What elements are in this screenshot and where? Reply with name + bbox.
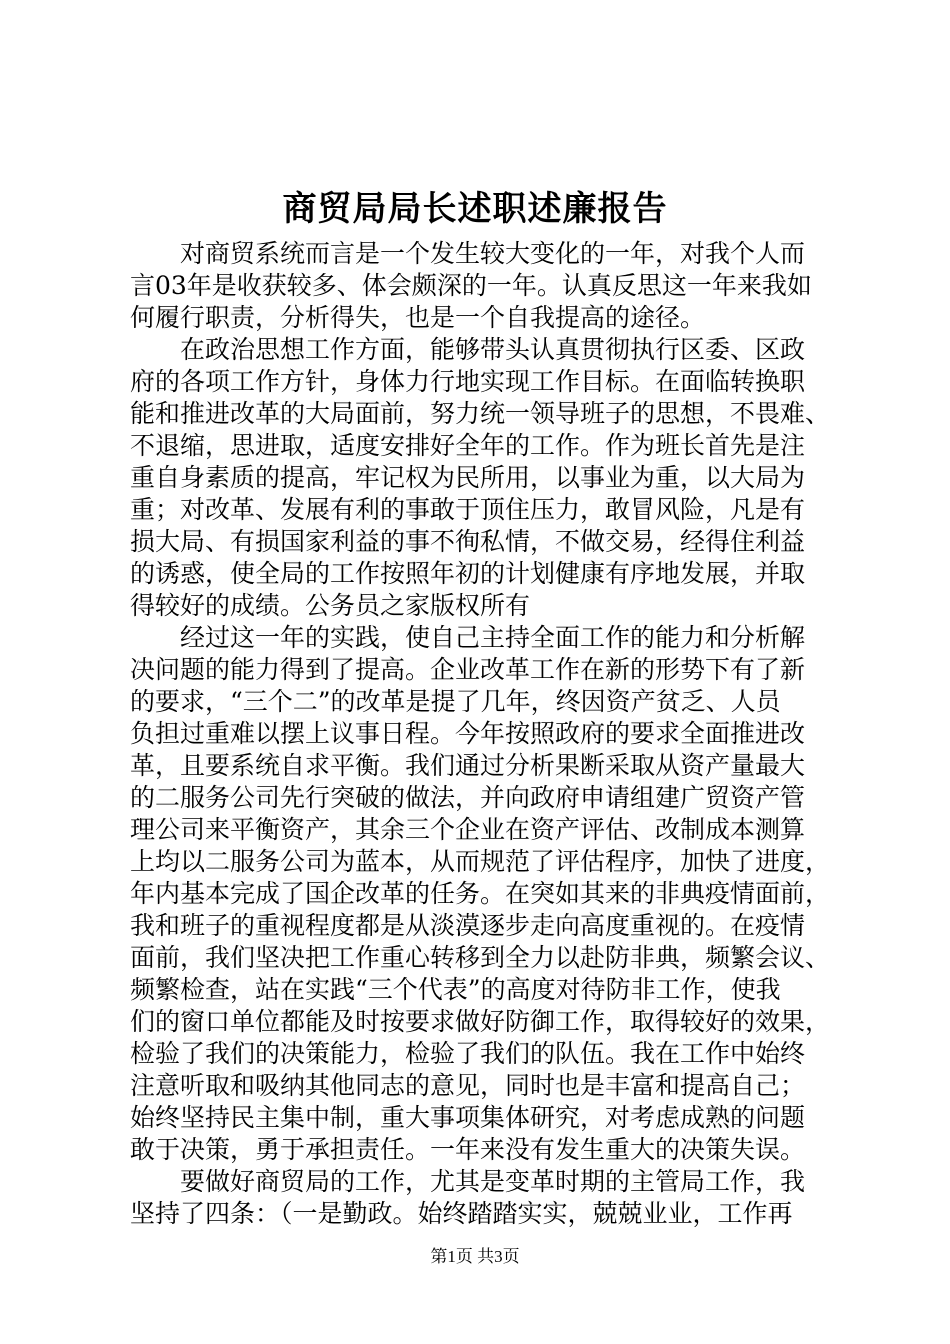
page-number-footer: 第1页 共3页 bbox=[430, 1247, 520, 1266]
paragraph-four-principles: 要做好商贸局的工作，尤其是变革时期的主管局工作，我 坚持了四条：（一是勤政。始终踏踏实实，兢兢业业，工作再 bbox=[130, 1167, 806, 1228]
paragraph-practice-reform: 经过这一年的实践，使自己主持全面工作的能力和分析解 决问题的能力得到了提高。企业改革工作在新的形势下有了新 的要求，“三个二”的改革是提了几年，终因资产贫乏、人员 负担过重难以摆上议事日程。今年按照政府的要求全面推进改 革，且要系统自求平衡。我们通过分析果断采取从资产量最大 的二服务公司先行突破的做法，并向政府申请组建广贸资产管 理公司来平衡资产，其余三个企业在资产评估、改制成本测算 上均以二服务公司为蓝本，从而规范了评估程序，加快了进度， 年内基本完成了国企改革的任务。在突如其来的非典疫情面前， 我和班子的重视程度都是从淡漠逐步走向高度重视的。在疫情 面前，我们坚决把工作重心转移到全力以赴防非典，频繁会议、 频繁检查，站在实践“三个代表”的高度对待防非工作，使我 们的窗口单位都能及时按要求做好防御工作，取得较好的效果， 检验了我们的决策能力，检验了我们的队伍。我在工作中始终 注意听取和吸纳其他同志的意见，同时也是丰富和提高自己； 始终坚持民主集中制，重大事项集体研究，对考虑成熟的问题 敢于决策，勇于承担责任。一年来没有发生重大的决策失误。 bbox=[130, 623, 831, 1164]
document-body bbox=[130, 238, 830, 1230]
paragraph-intro: 对商贸系统而言是一个发生较大变化的一年，对我个人而 言03年是收获较多、体会颇深的一年。认真反思这一年来我如 何履行职责，分析得失，也是一个自我提高的途径。 bbox=[130, 239, 812, 332]
paragraph-political-work: 在政治思想工作方面，能够带头认真贯彻执行区委、区政 府的各项工作方针，身体力行地实现工作目标。在面临转换职 能和推进改革的大局面前，努力统一领导班子的思想，不畏难、 不退缩，思进取，适度安排好全年的工作。作为班长首先是注 重自身素质的提高，牢记权为民所用，以事业为重，以大局为 重；对改革、发展有利的事敢于顶住压力，敢冒风险，凡是有 损大局、有损国家利益的事不徇私情，不做交易，经得住利益 的诱惑，使全局的工作按照年初的计划健康有序地发展，并取 得较好的成绩。公务员之家版权所有 bbox=[130, 335, 831, 620]
document-title: 商贸局局长述职述廉报告 bbox=[282, 189, 668, 229]
